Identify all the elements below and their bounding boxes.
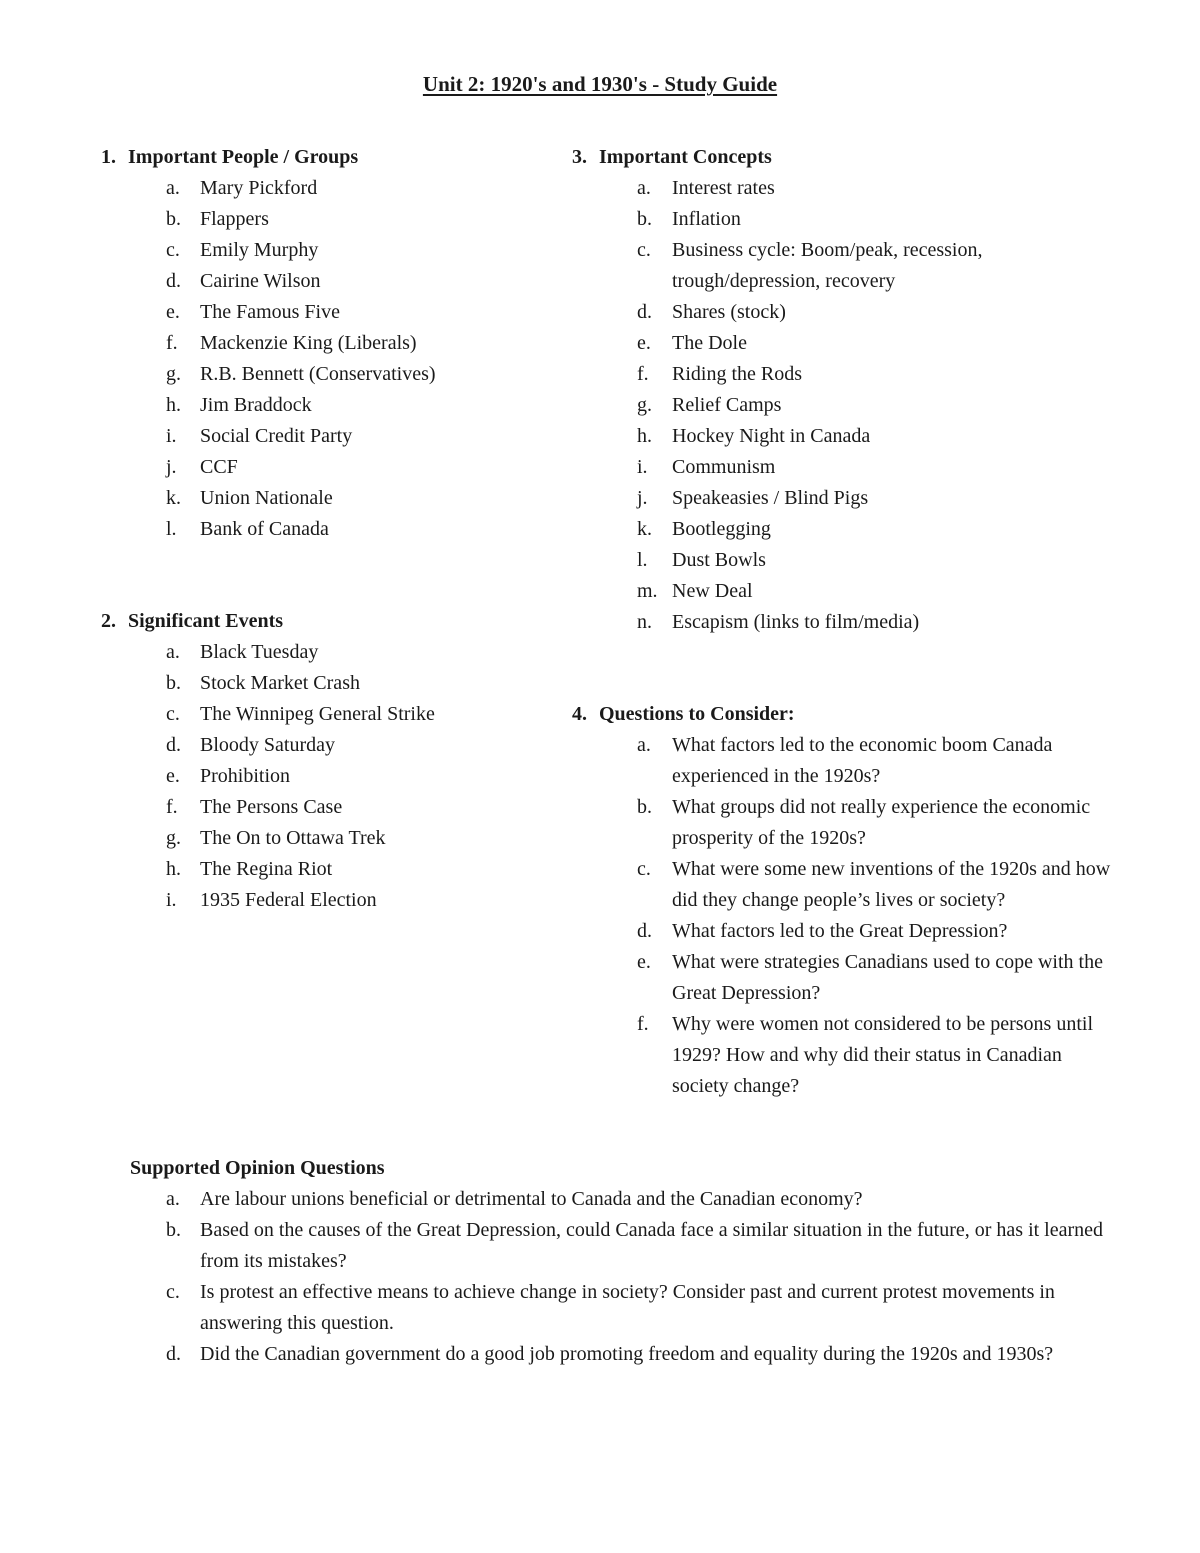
list-item-marker: i. [166,889,177,911]
list-item-marker: d. [166,1343,181,1365]
list-item-marker: k. [166,487,181,509]
section-heading [130,1153,1110,1184]
list-item [80,885,520,916]
list-item-text: Jim Braddock [200,394,312,416]
list-item [80,297,520,328]
list-item-marker: e. [166,765,180,787]
list-item [551,452,1111,483]
list-item-text: Did the Canadian government do a good job promoting freedom and equality during the 1920s and 1930s? [200,1343,1054,1365]
section-heading [551,699,1111,730]
list-item [80,514,520,545]
section-heading [551,142,1111,173]
list-item-marker: b. [637,208,652,230]
list-item-text: Cairine Wilson [200,270,321,292]
list-item-marker: h. [166,858,181,880]
list-item-text: Prohibition [200,765,291,787]
list-item-marker: b. [637,796,652,818]
list-item-text: Is protest an effective means to achieve change in society? Consider past and current protest movements in answering this question. [200,1281,1055,1334]
list-item [551,390,1111,421]
list-item-text: The Winnipeg General Strike [200,703,435,725]
list-item-text: What factors led to the Great Depression? [672,920,1008,942]
page-title: Unit 2: 1920's and 1930's - Study Guide [422,72,778,96]
list-item-text: 1935 Federal Election [200,889,377,911]
list-item-marker: i. [166,425,177,447]
list-item-text: Hockey Night in Canada [672,425,871,447]
list-item [551,483,1111,514]
item-list [551,730,1111,1102]
list-item [80,792,520,823]
list-item [80,637,520,668]
list-item-text: Why were women not considered to be persons until 1929? How and why did their status in Canadian society change? [672,1013,1094,1097]
list-item-marker: b. [166,672,181,694]
list-item-marker: b. [166,208,181,230]
list-item [551,235,1111,297]
list-item-text: Dust Bowls [672,549,766,571]
list-item-marker: j. [637,487,648,509]
item-list [80,637,520,916]
list-item-text: Social Credit Party [200,425,353,447]
list-item [551,576,1111,607]
section-important-people [80,142,520,545]
list-item-text: The Persons Case [200,796,343,818]
list-item-marker: j. [166,456,177,478]
list-item-text: What were strategies Canadians used to cope with the Great Depression? [672,951,1103,1004]
list-item-text: Bootlegging [672,518,771,540]
list-item-text: Riding the Rods [672,363,803,385]
list-item-marker: d. [637,301,652,323]
list-item-marker: e. [637,332,651,354]
list-item-text: What factors led to the economic boom Canada experienced in the 1920s? [672,734,1053,787]
list-item-text: Speakeasies / Blind Pigs [672,487,869,509]
list-item [551,947,1111,1009]
section-heading-text: Important Concepts [599,146,772,168]
list-item-marker: f. [166,796,178,818]
list-item [80,359,520,390]
list-item-text: What were some new inventions of the 1920s and how did they change people’s lives or society? [672,858,1111,911]
list-item-marker: g. [637,394,652,416]
list-item [551,916,1111,947]
list-item-text: The Dole [672,332,747,354]
list-item [551,173,1111,204]
section-heading-text: Supported Opinion Questions [130,1157,385,1179]
list-item [130,1339,1110,1370]
list-item-text: Emily Murphy [200,239,319,261]
list-item-marker: c. [166,703,180,725]
item-list [130,1184,1110,1370]
list-item-marker: e. [637,951,651,973]
list-item-marker: h. [166,394,181,416]
list-item [80,328,520,359]
list-item-text: Communism [672,456,776,478]
list-item [80,699,520,730]
list-item [80,483,520,514]
section-heading [80,142,520,173]
list-item-marker: i. [637,456,648,478]
list-item-marker: d. [166,734,181,756]
list-item-marker: c. [166,239,180,261]
section-supported-opinion-questions [130,1153,1110,1370]
list-item [80,390,520,421]
list-item [130,1277,1110,1339]
item-list [80,173,520,545]
list-item-marker: d. [637,920,652,942]
list-item-text: Are labour unions beneficial or detrimental to Canada and the Canadian economy? [200,1188,863,1210]
list-item [130,1184,1110,1215]
list-item-marker: a. [637,734,651,756]
list-item [551,514,1111,545]
list-item-text: Black Tuesday [200,641,319,663]
list-item [80,854,520,885]
list-item-text: Interest rates [672,177,775,199]
list-item-text: Stock Market Crash [200,672,360,694]
list-item [80,204,520,235]
list-item [551,730,1111,792]
list-item [80,173,520,204]
list-item-text: The On to Ottawa Trek [200,827,386,849]
list-item-text: Bank of Canada [200,518,329,540]
section-questions-to-consider [551,699,1111,1102]
section-heading-text: Important People / Groups [128,146,359,168]
list-item [551,854,1111,916]
list-item [551,607,1111,638]
list-item-marker: g. [166,827,181,849]
list-item-marker: k. [637,518,652,540]
list-item-text: The Famous Five [200,301,340,323]
list-item [80,730,520,761]
list-item-marker: a. [637,177,651,199]
list-item-text: Mackenzie King (Liberals) [200,332,417,354]
list-item-marker: e. [166,301,180,323]
section-number: 3. [572,146,587,168]
list-item-text: Flappers [200,208,269,230]
list-item-marker: c. [637,858,651,880]
list-item [80,266,520,297]
list-item-text: Based on the causes of the Great Depression, could Canada face a similar situation in the future, or has it learned from its mistakes? [200,1219,1104,1272]
list-item-marker: m. [637,580,658,602]
list-item [551,204,1111,235]
list-item-marker: f. [166,332,178,354]
item-list [551,173,1111,638]
list-item [551,421,1111,452]
section-significant-events [80,606,520,916]
list-item-marker: n. [637,611,652,633]
section-heading-text: Questions to Consider: [599,703,795,725]
list-item-marker: c. [637,239,651,261]
list-item-text: New Deal [672,580,753,602]
list-item-text: The Regina Riot [200,858,333,880]
list-item [130,1215,1110,1277]
list-item [80,668,520,699]
list-item-text: Inflation [672,208,741,230]
list-item-text: What groups did not really experience the economic prosperity of the 1920s? [672,796,1091,849]
section-heading-text: Significant Events [128,610,284,632]
section-number: 2. [101,610,116,632]
list-item [551,792,1111,854]
list-item-text: Business cycle: Boom/peak, recession, trough/depression, recovery [672,239,983,292]
list-item-marker: f. [637,363,649,385]
list-item [80,235,520,266]
list-item [80,452,520,483]
list-item-marker: h. [637,425,652,447]
list-item-marker: a. [166,641,180,663]
list-item-marker: l. [637,549,648,571]
list-item-text: R.B. Bennett (Conservatives) [200,363,436,385]
list-item-text: Shares (stock) [672,301,786,323]
list-item-marker: f. [637,1013,649,1035]
list-item-marker: a. [166,177,180,199]
list-item [80,421,520,452]
list-item [551,545,1111,576]
list-item [551,297,1111,328]
section-heading [80,606,520,637]
list-item-marker: b. [166,1219,181,1241]
list-item-marker: g. [166,363,181,385]
list-item [80,761,520,792]
list-item-text: Relief Camps [672,394,782,416]
list-item [80,823,520,854]
list-item [551,1009,1111,1102]
list-item [551,328,1111,359]
section-important-concepts [551,142,1111,638]
list-item-marker: a. [166,1188,180,1210]
list-item-marker: l. [166,518,177,540]
list-item-text: Mary Pickford [200,177,318,199]
list-item-marker: d. [166,270,181,292]
list-item-marker: c. [166,1281,180,1303]
list-item-text: CCF [200,456,238,478]
list-item [551,359,1111,390]
list-item-text: Escapism (links to film/media) [672,611,920,633]
list-item-text: Bloody Saturday [200,734,335,756]
section-number: 4. [572,703,587,725]
section-number: 1. [101,146,116,168]
list-item-text: Union Nationale [200,487,333,509]
